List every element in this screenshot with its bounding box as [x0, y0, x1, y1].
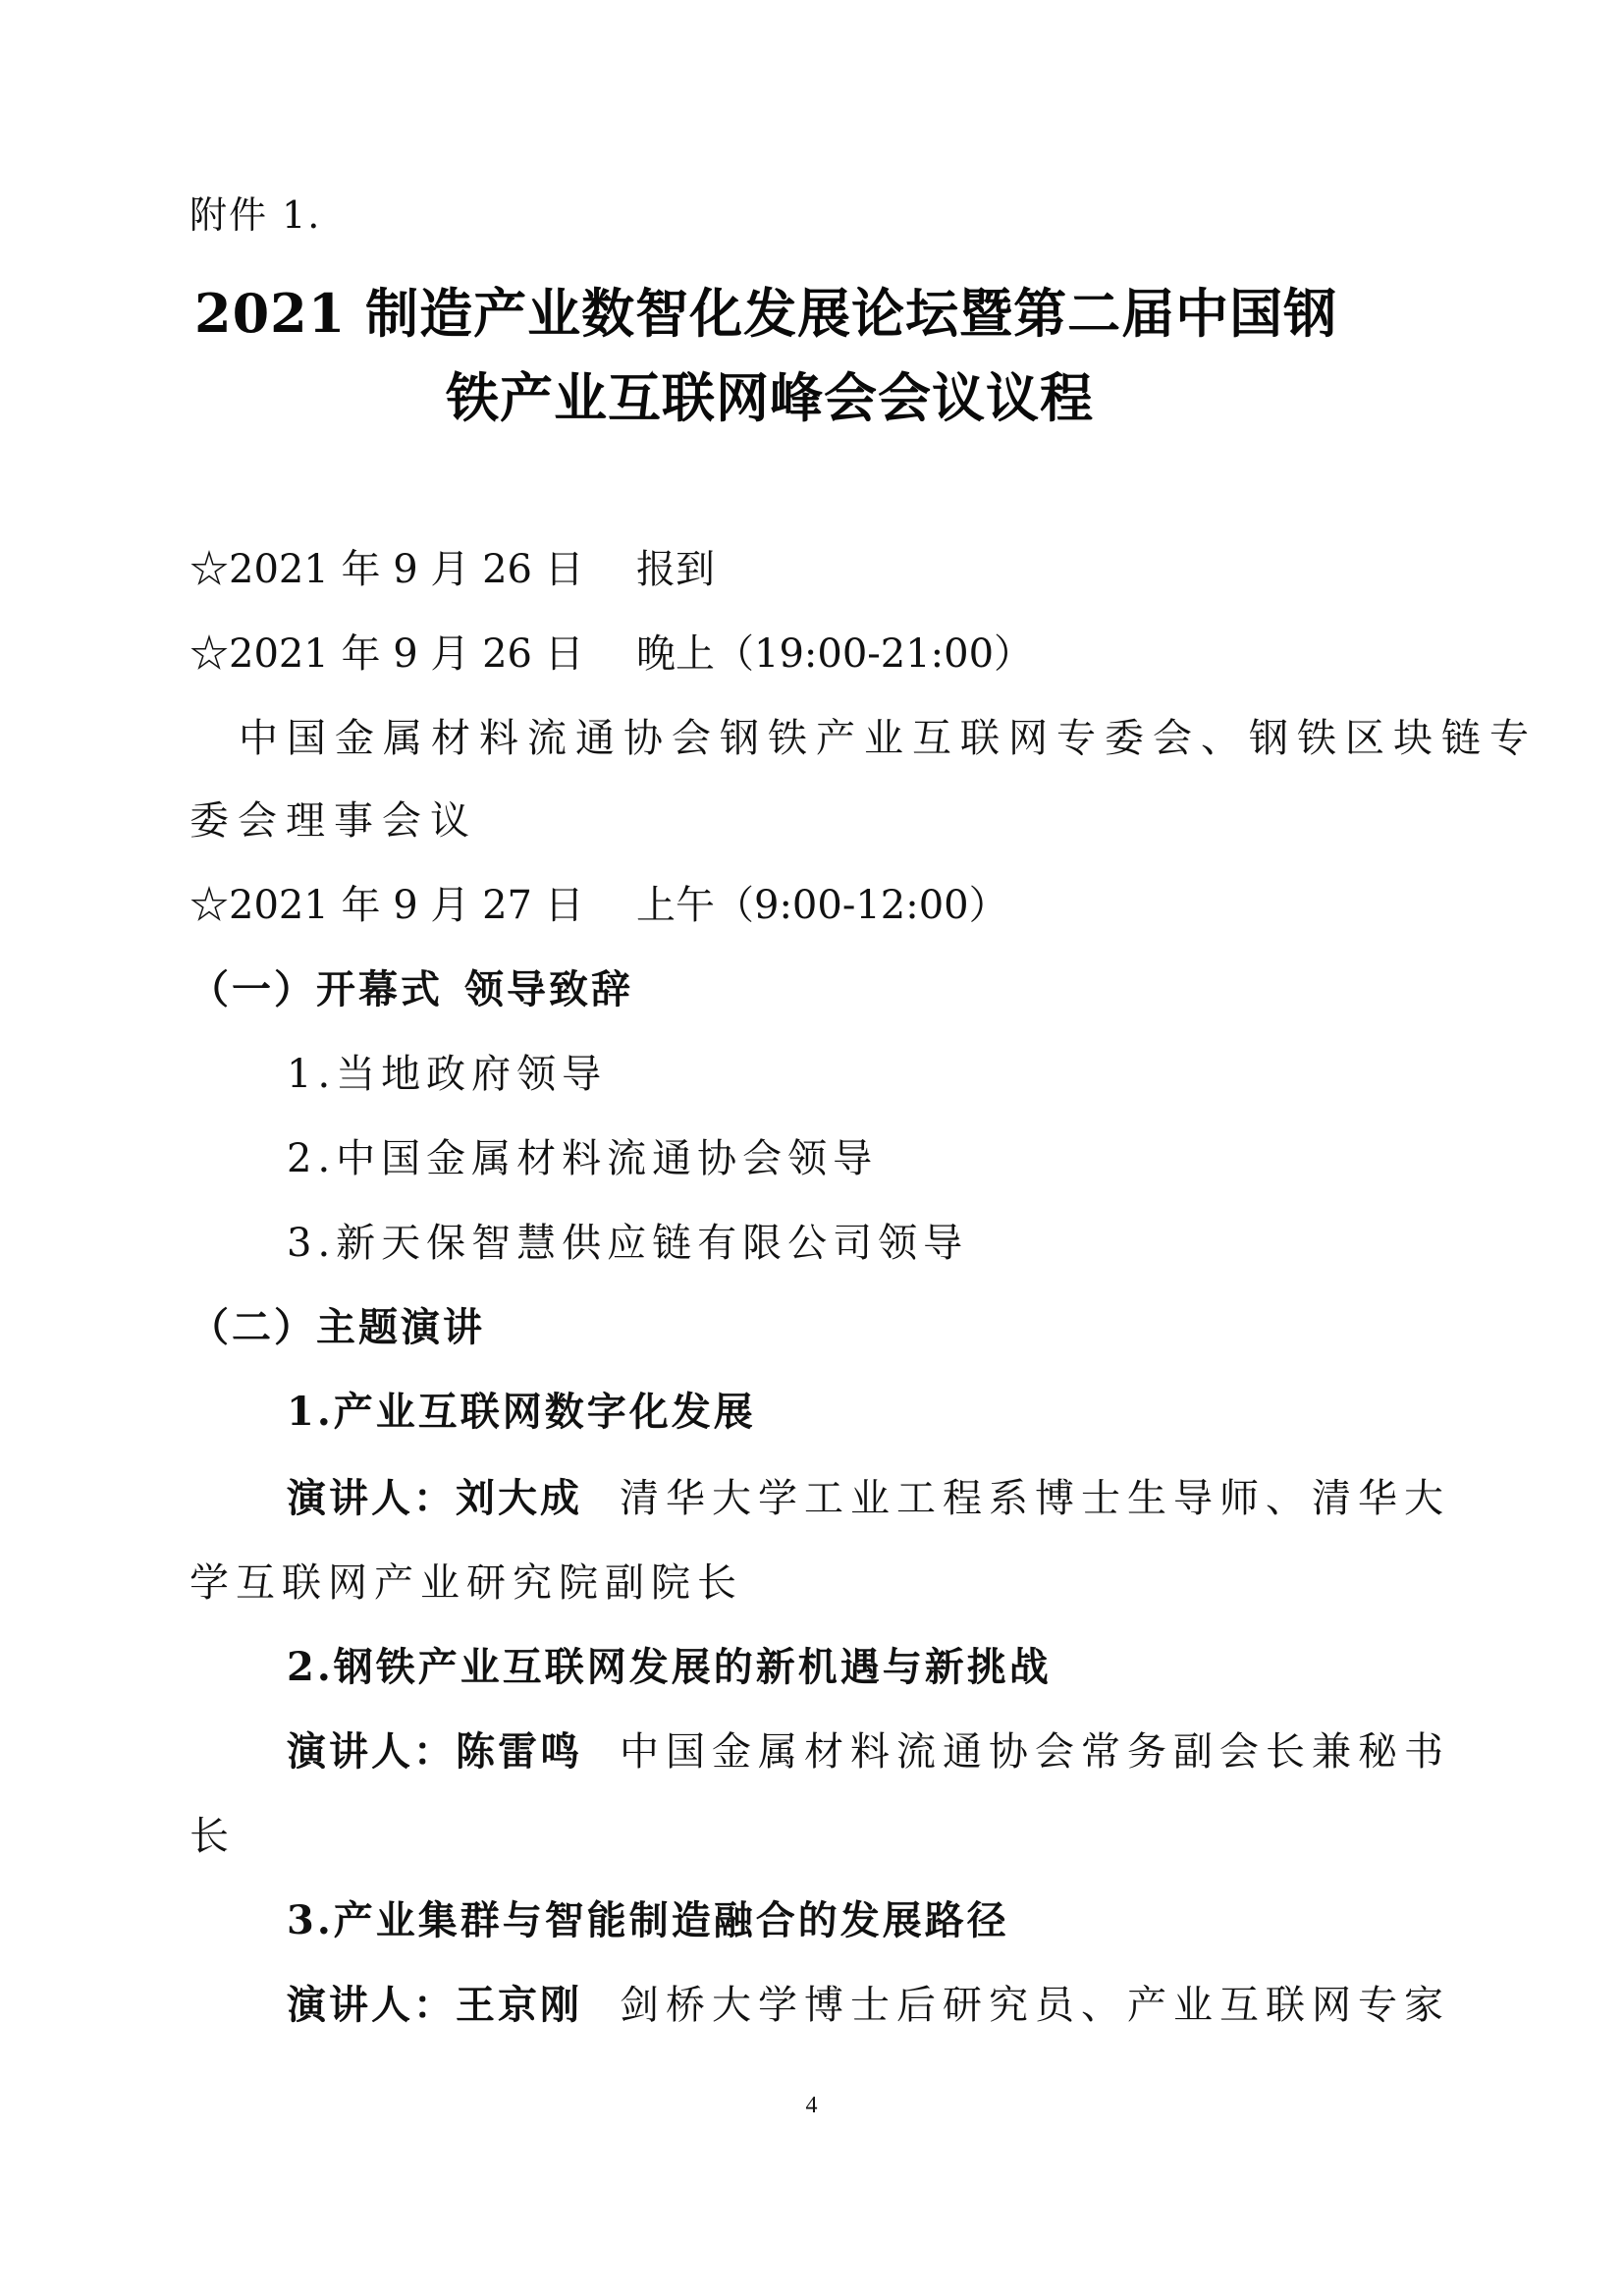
speaker-description-continued: 长 — [189, 1814, 236, 1859]
schedule-entry-morning — [189, 883, 1008, 928]
speaker-label: 演讲人：王京刚 — [287, 1982, 582, 2028]
section-opening-ceremony — [189, 966, 633, 1012]
section-title: （一）开幕式 — [189, 966, 443, 1012]
talk-speaker — [287, 1982, 1450, 2028]
talk-speaker — [287, 1475, 1450, 1521]
page-number: 4 — [805, 2093, 818, 2118]
schedule-activity: 上午（9:00-12:00） — [636, 883, 1008, 928]
document-title-line-1: 2021 制造产业数智化发展论坛暨第二届中国钢 — [194, 282, 1338, 345]
schedule-entry-registration — [189, 547, 715, 592]
schedule-date: ☆2021 年 9 月 26 日 — [189, 631, 584, 677]
speaker-description: 中国金属材料流通协会常务副会长兼秘书 — [620, 1729, 1450, 1775]
schedule-date: ☆2021 年 9 月 26 日 — [189, 547, 584, 592]
talk-topic: 2.钢铁产业互联网发展的新机遇与新挑战 — [287, 1644, 1052, 1690]
speaker-label: 演讲人：刘大成 — [287, 1475, 582, 1521]
speaker-description: 清华大学工业工程系博士生导师、清华大 — [620, 1476, 1450, 1521]
section-subtitle: 领导致辞 — [464, 966, 633, 1012]
schedule-date: ☆2021 年 9 月 27 日 — [189, 883, 584, 928]
list-item: 1.当地政府领导 — [287, 1052, 608, 1097]
list-item: 2.中国金属材料流通协会领导 — [287, 1136, 879, 1181]
schedule-activity: 晚上（19:00-21:00） — [636, 631, 1034, 677]
list-item: 3.新天保智慧供应链有限公司领导 — [287, 1221, 969, 1266]
section-keynote-speeches: （二）主题演讲 — [189, 1304, 485, 1350]
speaker-description: 剑桥大学博士后研究员、产业互联网专家 — [620, 1983, 1450, 2028]
talk-topic: 3.产业集群与智能制造融合的发展路径 — [287, 1897, 1009, 1943]
document-title-line-2: 铁产业互联网峰会会议议程 — [446, 366, 1094, 429]
schedule-entry-evening — [189, 631, 1034, 677]
speaker-description-continued: 学互联网产业研究院副院长 — [189, 1560, 743, 1606]
evening-meeting-line-1: 中国金属材料流通协会钢铁产业互联网专委会、钢铁区块链专 — [239, 716, 1538, 761]
speaker-label: 演讲人：陈雷鸣 — [287, 1728, 582, 1775]
evening-meeting-line-2: 委会理事会议 — [189, 798, 478, 844]
schedule-activity: 报到 — [636, 547, 715, 592]
talk-topic: 1.产业互联网数字化发展 — [287, 1389, 756, 1435]
talk-speaker — [287, 1728, 1450, 1775]
attachment-label: 附件 1. — [189, 193, 322, 237]
